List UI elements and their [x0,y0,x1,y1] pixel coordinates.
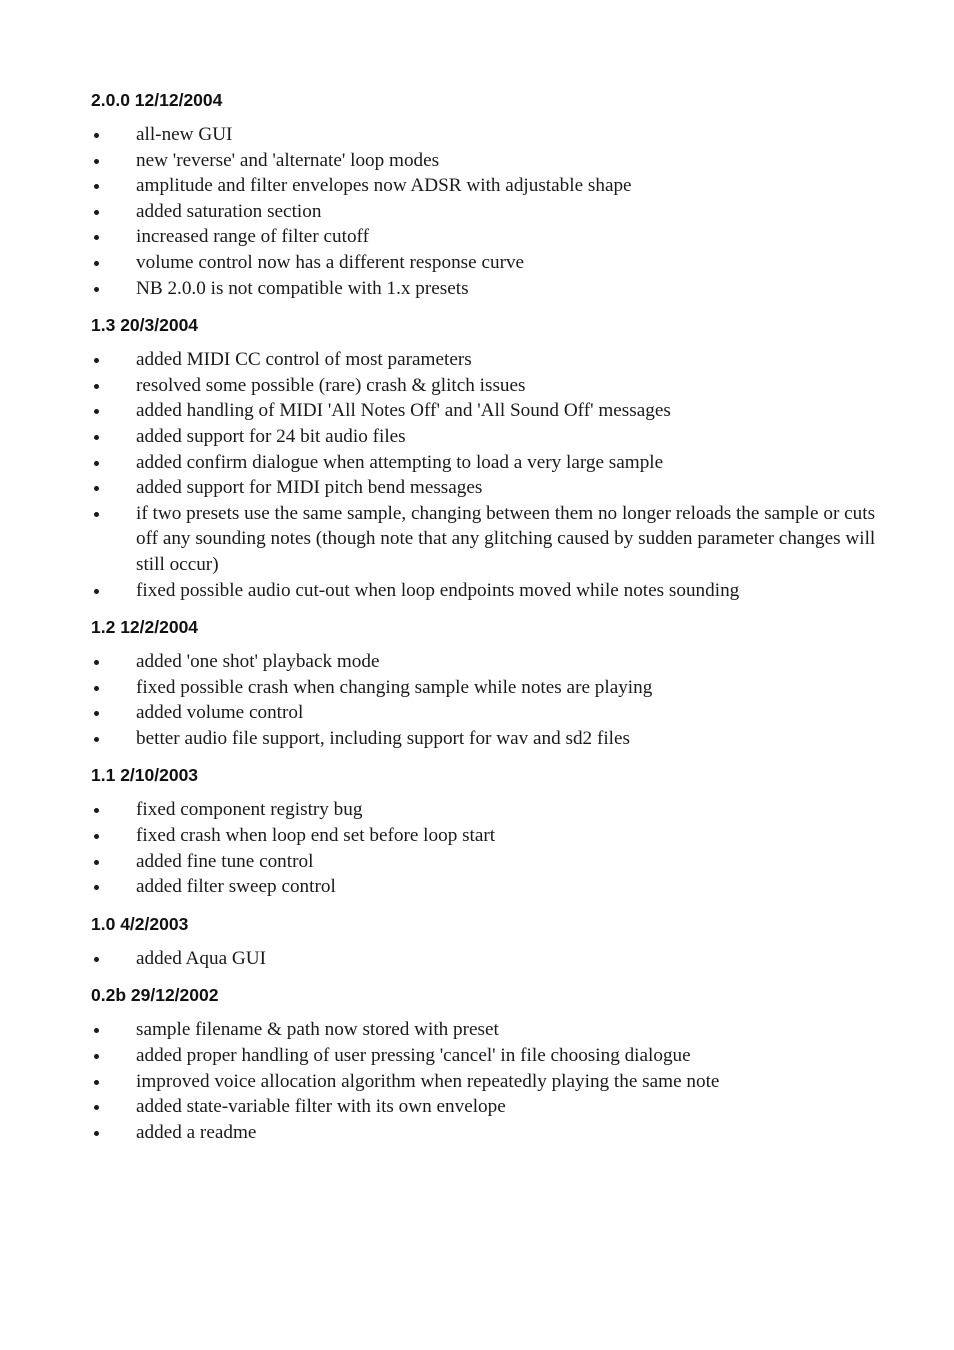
bullet-icon [94,834,99,839]
change-item [91,823,891,849]
change-text: added confirm dialogue when attempting to load a very large sample [136,451,664,473]
change-list [91,797,891,899]
bullet-icon [94,1054,99,1059]
bullet-icon [94,461,99,466]
change-text: added MIDI CC control of most parameters [136,349,472,371]
version-section [91,763,891,899]
change-text: fixed possible audio cut-out when loop endpoints moved while notes sounding [136,579,740,601]
version-section [91,313,891,603]
change-text: all-new GUI [136,124,233,145]
change-text: added support for MIDI pitch bend messages [136,477,483,499]
change-text: added state-variable filter with its own envelope [136,1096,506,1118]
change-text: added Aqua GUI [136,947,267,969]
version-section [91,983,891,1145]
change-text: added a readme [136,1121,257,1143]
bullet-icon [94,184,99,189]
change-text: increased range of filter cutoff [136,226,369,248]
change-item [91,347,891,373]
change-text: amplitude and filter envelopes now ADSR with adjustable shape [136,175,632,197]
bullet-icon [94,860,99,865]
change-item [91,946,891,972]
changelog-document [91,88,891,1157]
bullet-icon [94,235,99,240]
change-item [91,649,891,675]
version-heading: 1.2 12/2/2004 [91,617,199,638]
change-list [91,1017,891,1145]
bullet-icon [94,1131,99,1136]
bullet-icon [94,885,99,890]
change-text: volume control now has a different response curve [136,251,525,273]
bullet-icon [94,409,99,414]
change-item [91,224,891,250]
bullet-icon [94,957,99,962]
bullet-icon [94,159,99,164]
bullet-icon [94,589,99,594]
change-item [91,874,891,900]
change-item [91,424,891,450]
change-item [91,122,891,148]
bullet-icon [94,737,99,742]
change-item [91,450,891,476]
change-text: added volume control [136,702,304,724]
change-list [91,347,891,603]
change-text: added saturation section [136,200,322,222]
change-item [91,276,891,302]
change-text: added 'one shot' playback mode [136,651,380,673]
change-text: NB 2.0.0 is not compatible with 1.x presets [136,277,469,299]
bullet-icon [94,1105,99,1110]
change-item [91,578,891,604]
bullet-icon [94,1028,99,1033]
change-item [91,373,891,399]
bullet-icon [94,1080,99,1085]
change-item [91,700,891,726]
change-item [91,173,891,199]
change-item [91,501,891,578]
change-item [91,1094,891,1120]
change-text: new 'reverse' and 'alternate' loop modes [136,149,440,171]
bullet-icon [94,133,99,138]
change-text: added filter sweep control [136,876,336,898]
bullet-icon [94,435,99,440]
change-item [91,726,891,752]
change-item [91,398,891,424]
change-text: improved voice allocation algorithm when repeatedly playing the same note [136,1070,720,1092]
version-section [91,615,891,751]
bullet-icon [94,210,99,215]
change-item [91,675,891,701]
bullet-icon [94,808,99,813]
change-item [91,1069,891,1095]
change-text: added proper handling of user pressing 'cancel' in file choosing dialogue [136,1045,691,1067]
change-text: sample filename & path now stored with preset [136,1019,499,1041]
change-text: added handling of MIDI 'All Notes Off' and 'All Sound Off' messages [136,400,671,422]
change-item [91,475,891,501]
change-item [91,148,891,174]
version-section [91,912,891,972]
change-list [91,946,891,972]
version-heading: 1.3 20/3/2004 [91,315,199,336]
change-item [91,849,891,875]
change-text: fixed possible crash when changing sample while notes are playing [136,676,653,698]
change-item [91,1120,891,1146]
bullet-icon [94,660,99,665]
change-list [91,122,891,301]
change-text: added support for 24 bit audio files [136,425,406,447]
change-text: fixed component registry bug [136,799,363,821]
version-heading: 2.0.0 12/12/2004 [91,90,223,110]
bullet-icon [94,287,99,292]
bullet-icon [94,486,99,491]
bullet-icon [94,512,99,517]
version-section [91,88,891,301]
change-text: if two presets use the same sample, changing between them no longer reloads the sample or cuts off any sounding notes (though note that any glitching caused by sudden parameter changes will still occur) [136,502,876,575]
bullet-icon [94,358,99,363]
bullet-icon [94,384,99,389]
version-heading: 1.1 2/10/2003 [91,765,199,786]
change-text: better audio file support, including support for wav and sd2 files [136,727,630,749]
version-heading: 0.2b 29/12/2002 [91,985,219,1006]
change-item [91,1043,891,1069]
change-item [91,199,891,225]
change-list [91,649,891,751]
bullet-icon [94,711,99,716]
change-text: fixed crash when loop end set before loop start [136,825,496,847]
change-item [91,250,891,276]
version-heading: 1.0 4/2/2003 [91,913,189,934]
change-item [91,797,891,823]
change-text: added fine tune control [136,850,314,872]
bullet-icon [94,686,99,691]
change-text: resolved some possible (rare) crash & glitch issues [136,374,526,396]
change-item [91,1017,891,1043]
bullet-icon [94,261,99,266]
